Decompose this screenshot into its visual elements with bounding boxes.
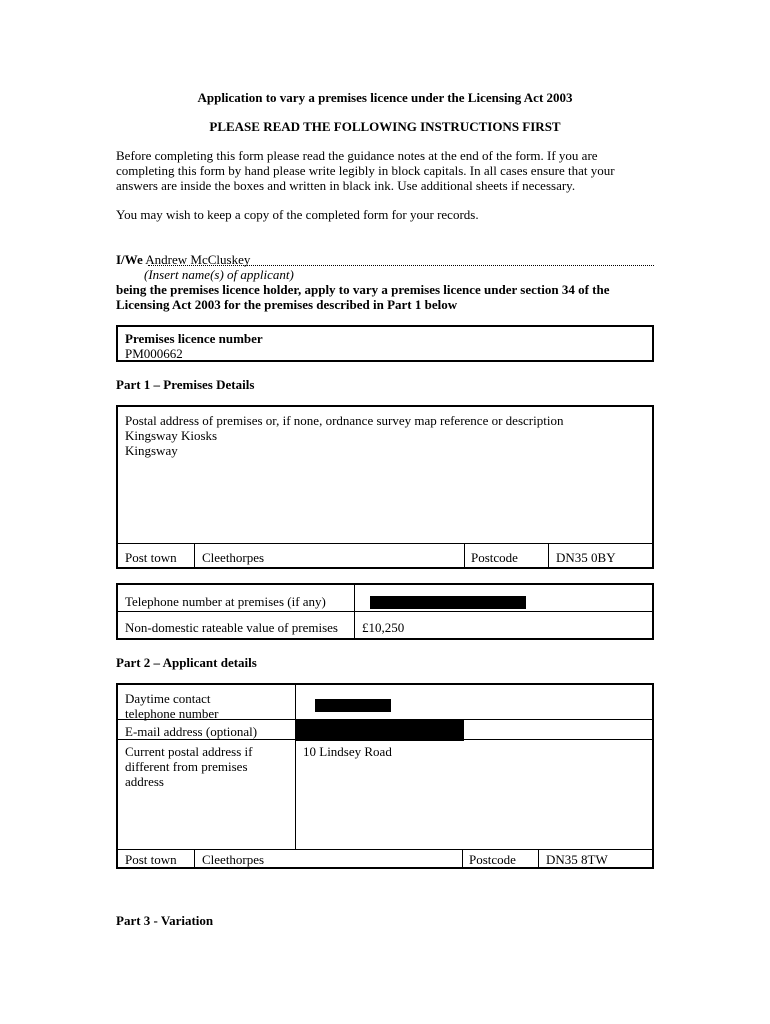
- daytime-contact-label-line: Daytime contact: [125, 691, 211, 706]
- part3-heading: Part 3 - Variation: [116, 913, 214, 928]
- current-address-label-line: Current postal address if: [125, 744, 253, 759]
- email-label: E-mail address (optional): [125, 724, 258, 739]
- premises-address-label: Postal address of premises or, if none, ordnance survey map reference or description: [125, 413, 564, 428]
- instructions-text: [116, 148, 661, 193]
- telephone-label: Telephone number at premises (if any): [125, 594, 326, 609]
- copy-note: You may wish to keep a copy of the completed form for your records.: [116, 207, 479, 222]
- redacted-email: [296, 720, 464, 741]
- applicant-prefix: I/We: [116, 252, 143, 267]
- daytime-contact-label: [118, 689, 226, 723]
- divider: [118, 611, 652, 612]
- premises-post-town-value[interactable]: Cleethorpes: [202, 550, 265, 565]
- applicant-postcode-value[interactable]: DN35 8TW: [546, 852, 608, 867]
- licence-number-box: [116, 325, 654, 362]
- part1-heading: Part 1 – Premises Details: [116, 377, 255, 392]
- premises-contact-box: [116, 583, 654, 640]
- premises-address-line: Kingsway Kiosks: [125, 428, 218, 443]
- rateable-value[interactable]: £10,250: [362, 620, 405, 635]
- instructions-heading: PLEASE READ THE FOLLOWING INSTRUCTIONS FIRST: [209, 119, 561, 134]
- applicant-name-underline: [148, 265, 654, 266]
- licence-number-label: Premises licence number: [125, 331, 263, 346]
- instructions-line: answers are inside the boxes and written in black ink. Use additional sheets if necessary.: [116, 178, 576, 193]
- premises-postcode-label: Postcode: [471, 550, 518, 565]
- statement-line: being the premises licence holder, apply to vary a premises licence under section 34 of the: [116, 282, 610, 297]
- current-address-label-line: different from premises: [125, 759, 248, 774]
- applicant-hint: (Insert name(s) of applicant): [144, 267, 294, 282]
- applicant-statement: [116, 282, 676, 312]
- current-address-label-line: address: [125, 774, 164, 789]
- divider: [118, 543, 652, 544]
- applicant-postcode-label: Postcode: [469, 852, 516, 867]
- redacted-telephone: [370, 596, 526, 609]
- licence-number-value: PM000662: [125, 346, 183, 361]
- divider: [295, 685, 296, 849]
- premises-address-box: [116, 405, 654, 569]
- part2-heading: Part 2 – Applicant details: [116, 655, 257, 670]
- statement-line: Licensing Act 2003 for the premises described in Part 1 below: [116, 297, 458, 312]
- premises-address-field[interactable]: [118, 411, 648, 460]
- instructions-line: completing this form by hand please write legibly in block capitals. In all cases ensure that your: [116, 163, 615, 178]
- licence-number-field[interactable]: [118, 329, 270, 363]
- applicant-name[interactable]: Andrew McCluskey: [145, 252, 251, 267]
- applicant-post-town-value[interactable]: Cleethorpes: [202, 852, 265, 867]
- rateable-value-label: Non-domestic rateable value of premises: [125, 620, 338, 635]
- instructions-line: Before completing this form please read the guidance notes at the end of the form. If you are: [116, 148, 598, 163]
- premises-postcode-value[interactable]: DN35 0BY: [556, 550, 616, 565]
- current-address-label: [118, 742, 259, 791]
- daytime-contact-label-line: telephone number: [125, 706, 219, 721]
- premises-address-line: Kingsway: [125, 443, 178, 458]
- applicant-post-town-label: Post town: [125, 852, 177, 867]
- applicant-details-box: [116, 683, 654, 869]
- divider: [118, 739, 652, 740]
- redacted-daytime-telephone: [315, 699, 391, 712]
- current-address-value[interactable]: 10 Lindsey Road: [303, 744, 392, 759]
- form-title: Application to vary a premises licence under the Licensing Act 2003: [197, 90, 573, 105]
- premises-post-town-label: Post town: [125, 550, 177, 565]
